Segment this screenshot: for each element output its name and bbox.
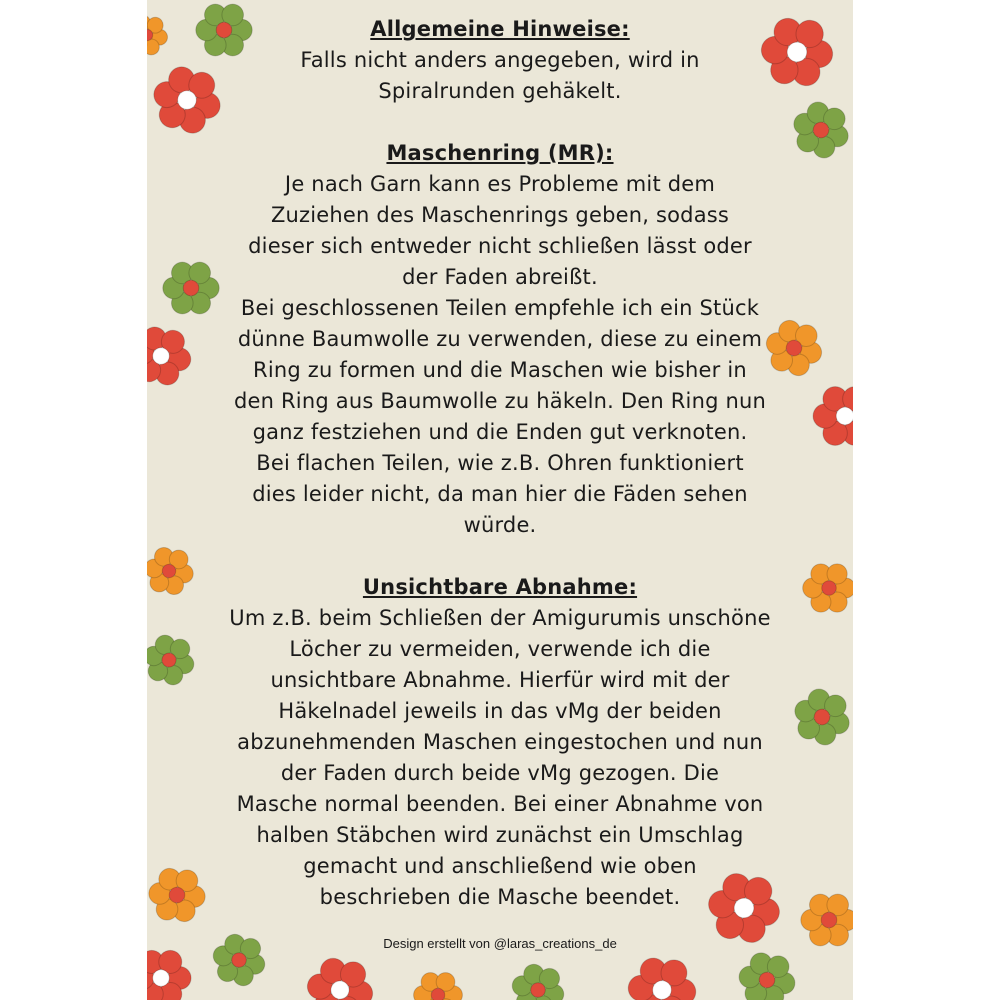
text-line: den Ring aus Baumwolle zu häkeln. Den Ring nun [233,389,767,413]
text-line: Um z.B. beim Schließen der Amigurumis unschöne [229,606,771,630]
text-line: der Faden abreißt. [402,265,598,289]
text-line: der Faden durch beide vMg gezogen. Die [280,761,720,785]
text-line: Ring zu formen und die Maschen wie bisher in [253,358,747,382]
text-line: Bei geschlossenen Teilen empfehle ich ein Stück [240,296,760,320]
text-line: Spiralrunden gehäkelt. [378,79,622,103]
heading-invisible-decrease: Unsichtbare Abnahme: [362,575,638,599]
text-line: Zuziehen des Maschenrings geben, sodass [270,203,730,227]
text-line: abzunehmenden Maschen eingestochen und nun [237,730,763,754]
section-magic-ring [147,138,853,541]
heading-magic-ring: Maschenring (MR): [386,141,614,165]
text-line: dünne Baumwolle zu verwenden, diese zu einem [237,327,763,351]
text-line: Bei flachen Teilen, wie z.B. Ohren funktioniert [256,451,744,475]
text-line: dies leider nicht, da man hier die Fäden sehen [252,482,748,506]
text-line: ganz festziehen und die Enden gut verknoten. [252,420,748,444]
flower-center [431,988,445,1000]
flower-icon [302,955,377,1000]
flower-icon [147,950,191,1000]
text-line: halben Stäbchen wird zunächst ein Umschlag [256,823,744,847]
text-line: Je nach Garn kann es Probleme mit dem [284,172,716,196]
text-line: dieser sich entweder nicht schließen lässt oder [248,234,752,258]
flower-icon [735,950,800,1000]
text-line: würde. [463,513,537,537]
flower-center [153,970,170,987]
text-line: Häkelnadel jeweils in das vMg der beiden [278,699,722,723]
text-line: gemacht und anschließend wie oben [303,854,697,878]
section-general-notes [147,14,853,107]
flower-icon [626,956,699,1000]
text-line: Masche normal beenden. Bei einer Abnahme von [236,792,764,816]
flower-icon [506,960,569,1000]
text-line: beschrieben die Masche beendet. [319,885,681,909]
flower-center [821,912,837,928]
text-line: unsichtbare Abnahme. Hierfür wird mit der [270,668,730,692]
section-invisible-decrease [147,572,853,913]
document-page [147,0,853,1000]
heading-general-notes: Allgemeine Hinweise: [370,17,630,41]
document-content [147,14,853,913]
text-line: Löcher zu vermeiden, verwende ich die [289,637,711,661]
flower-icon [414,973,463,1000]
text-line: Falls nicht anders angegeben, wird in [300,48,700,72]
footer-credit: Design erstellt von @laras_creations_de [383,936,617,951]
